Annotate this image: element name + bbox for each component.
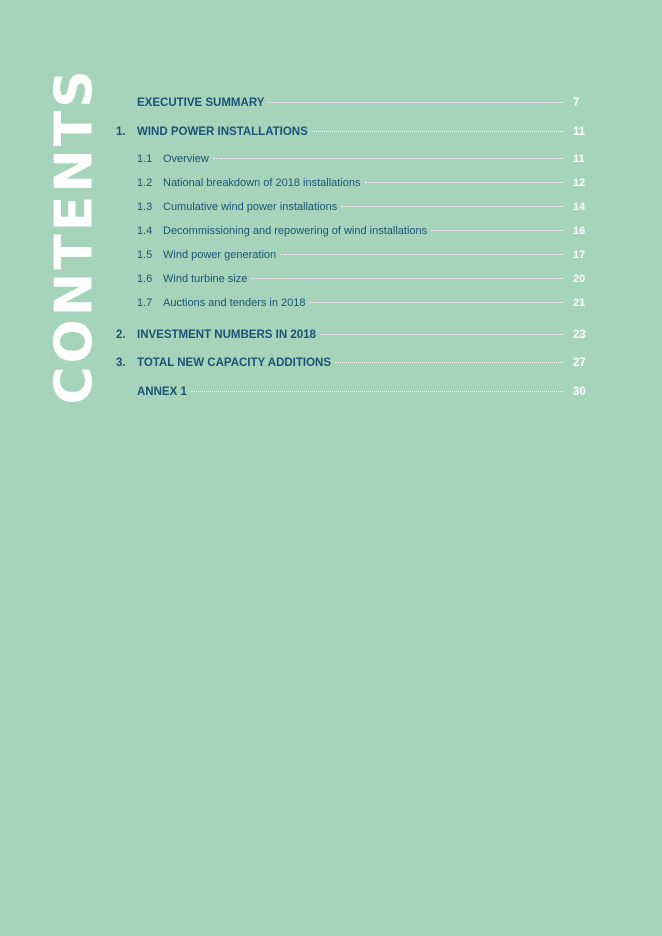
dot-leader xyxy=(365,182,563,183)
toc-entry-label: WIND POWER INSTALLATIONS xyxy=(137,126,308,138)
toc-entry-page: 23 xyxy=(573,329,586,341)
toc-entry-label: Cumulative wind power installations xyxy=(163,201,338,213)
toc-entry-label: Overview xyxy=(163,153,209,165)
toc-entry-overview[interactable] xyxy=(116,153,591,169)
contents-title xyxy=(45,67,106,405)
dot-leader xyxy=(268,102,563,103)
dot-leader xyxy=(251,278,563,279)
toc-entry-decommissioning-repowering[interactable] xyxy=(116,225,591,241)
toc-entry-label: National breakdown of 2018 installations xyxy=(163,177,361,189)
toc-entry-page: 30 xyxy=(573,386,586,398)
toc-entry-executive-summary[interactable] xyxy=(116,97,591,113)
dot-leader xyxy=(213,158,563,159)
toc-entry-label: EXECUTIVE SUMMARY xyxy=(137,97,265,109)
dot-leader xyxy=(320,334,563,335)
toc-entry-page: 20 xyxy=(573,273,586,285)
toc-entry-number: 2. xyxy=(116,329,126,341)
contents-title-text: CONTENTS xyxy=(45,67,106,405)
toc-entry-number: 1.6 xyxy=(137,273,153,285)
toc-entry-total-new-capacity[interactable] xyxy=(116,357,591,373)
toc-entry-label: Wind turbine size xyxy=(163,273,248,285)
toc-entry-page: 12 xyxy=(573,177,586,189)
toc-entry-wind-turbine-size[interactable] xyxy=(116,273,591,289)
dot-leader xyxy=(312,131,563,132)
toc-entry-label: Decommissioning and repowering of wind installations xyxy=(163,225,428,237)
toc-entry-page: 17 xyxy=(573,249,586,261)
toc-entry-number: 1.7 xyxy=(137,297,153,309)
toc-entry-number: 1. xyxy=(116,126,126,138)
toc-entry-wind-power-installations[interactable] xyxy=(116,126,591,142)
toc-entry-annex-1[interactable] xyxy=(116,386,591,402)
toc-entry-page: 7 xyxy=(573,97,580,109)
toc-entry-national-breakdown[interactable] xyxy=(116,177,591,193)
toc-entry-investment-numbers[interactable] xyxy=(116,329,591,345)
toc-entry-label: TOTAL NEW CAPACITY ADDITIONS xyxy=(137,357,332,369)
toc-entry-page: 11 xyxy=(573,153,585,165)
toc-entry-number: 1.3 xyxy=(137,201,153,213)
dot-leader xyxy=(280,254,563,255)
toc-entry-page: 11 xyxy=(573,126,586,138)
toc-entry-page: 21 xyxy=(573,297,586,309)
toc-entry-auctions-tenders[interactable] xyxy=(116,297,591,313)
toc-entry-number: 1.5 xyxy=(137,249,153,261)
dot-leader xyxy=(191,391,563,392)
toc-entry-label: ANNEX 1 xyxy=(137,386,187,398)
dot-leader xyxy=(335,362,563,363)
toc-entry-wind-power-generation[interactable] xyxy=(116,249,591,265)
toc-entry-number: 1.1 xyxy=(137,153,153,165)
dot-leader xyxy=(310,302,564,303)
toc-entry-number: 3. xyxy=(116,357,126,369)
toc-entry-cumulative-installations[interactable] xyxy=(116,201,591,217)
toc-entry-label: Auctions and tenders in 2018 xyxy=(163,297,306,309)
toc-entry-label: Wind power generation xyxy=(163,249,277,261)
toc-entry-page: 16 xyxy=(573,225,586,237)
dot-leader xyxy=(431,230,563,231)
toc-entry-number: 1.4 xyxy=(137,225,153,237)
toc-entry-number: 1.2 xyxy=(137,177,153,189)
toc-entry-page: 14 xyxy=(573,201,586,213)
dot-leader xyxy=(341,206,563,207)
toc-entry-page: 27 xyxy=(573,357,586,369)
toc-entry-label: INVESTMENT NUMBERS IN 2018 xyxy=(137,329,316,341)
